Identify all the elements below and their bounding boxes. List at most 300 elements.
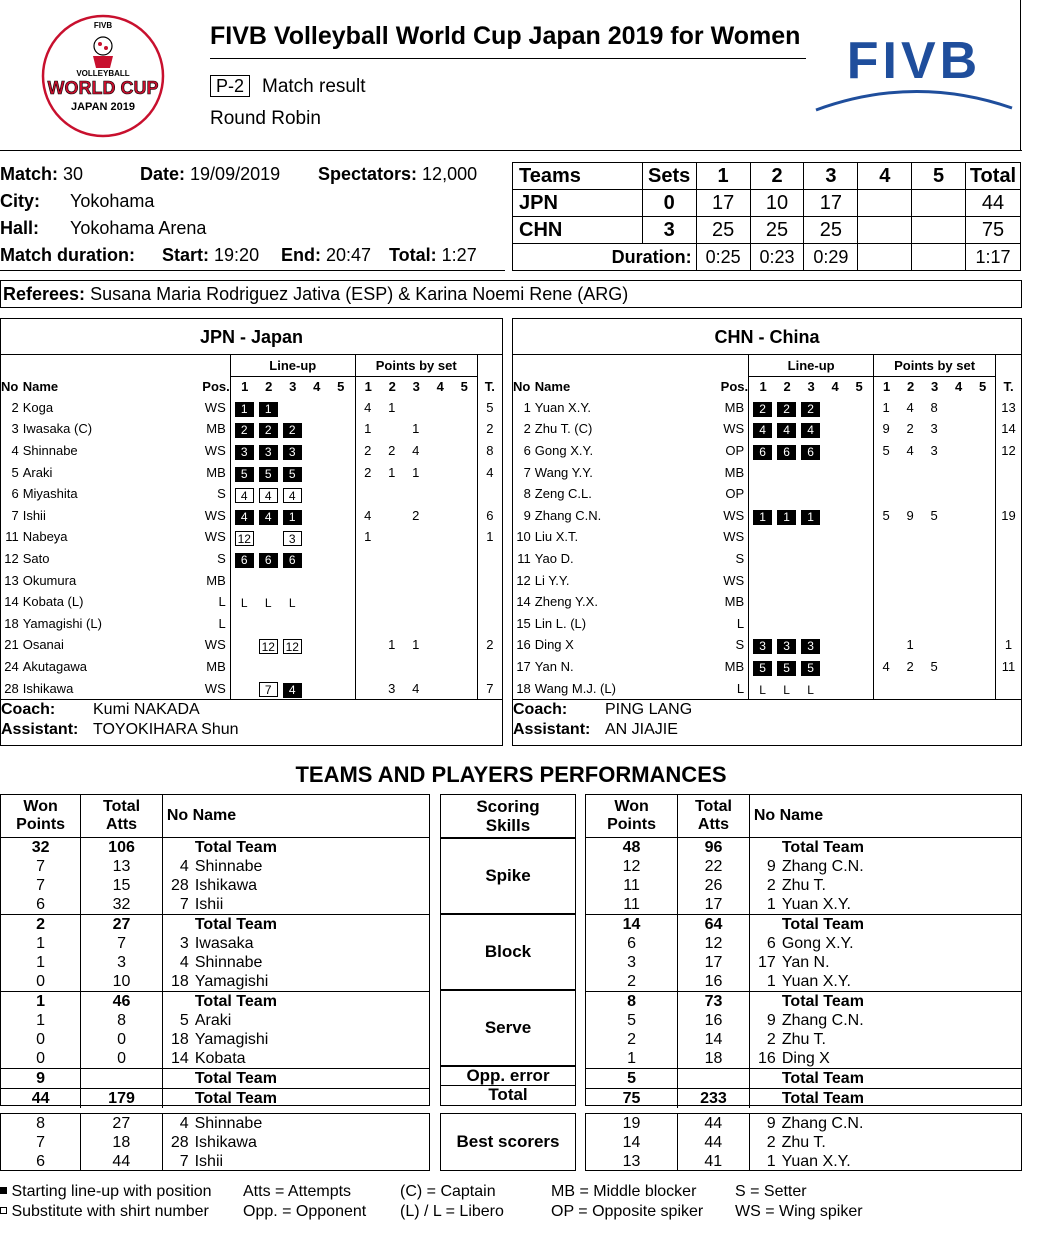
set-duration: 0:29 [804, 244, 858, 271]
lineup-position: 3 [283, 445, 302, 460]
player-number: 5 [11, 464, 19, 480]
player-number: 1 [766, 972, 776, 990]
roster-group-header-row [513, 355, 1021, 377]
won-points: 2 [627, 972, 637, 990]
info-divider [0, 270, 505, 271]
won-points: 32 [1, 837, 81, 857]
player-name: Osanai [22, 637, 64, 653]
total-atts-header [81, 795, 163, 837]
lineup-position: L [783, 682, 790, 697]
set-points: 1 [388, 399, 396, 415]
player-name: Koga [22, 399, 54, 415]
won-points: 6 [36, 1153, 45, 1170]
player-stat-row [586, 895, 1021, 915]
header-divider [0, 150, 1022, 151]
skill-label: Opp. error [440, 1066, 576, 1086]
total-attempts: 26 [678, 876, 750, 895]
set-points: 4 [906, 443, 914, 459]
player-number: 2 [766, 1030, 776, 1048]
lineup-position: 5 [801, 661, 820, 676]
lineup-position: 12 [235, 531, 254, 546]
player-number: 6 [523, 443, 531, 459]
set-points: 4 [882, 659, 890, 675]
player-name: Shinnabe [194, 857, 263, 875]
player-number: 11 [5, 529, 19, 545]
lineup-cells [749, 634, 874, 656]
performance-table-chn [585, 794, 1022, 1106]
set-duration: 0:25 [696, 244, 750, 271]
won-points: 14 [622, 1134, 641, 1151]
start-time: 19:20 [214, 245, 260, 265]
player-row [513, 461, 1021, 483]
player-position: WS [713, 526, 749, 548]
player-name: Zhang C.N. [781, 1011, 864, 1029]
player-stat-row [586, 876, 1021, 895]
assistant-line [1, 721, 502, 739]
player-total [477, 591, 502, 613]
assistant-name: AN JIAJIE [605, 720, 678, 738]
points-by-set [355, 397, 477, 419]
best-scorer-row [586, 1152, 1021, 1171]
player-name: Ishikawa [194, 1134, 257, 1151]
player-name: Lin L. (L) [534, 615, 587, 631]
lineup-position: 1 [753, 510, 772, 525]
player-name: Zhu T. [781, 876, 826, 894]
lineup-cells [749, 591, 874, 613]
lineup-position: 3 [753, 639, 772, 654]
won-points: 7 [36, 1134, 45, 1151]
points-by-set [874, 591, 996, 613]
lineup-cells [749, 505, 874, 527]
player-total: 4 [486, 464, 494, 480]
player-cell [749, 837, 1021, 857]
no-name-header: No Name [162, 795, 429, 837]
player-number: 15 [516, 615, 531, 631]
player-stat-row [1, 876, 429, 895]
player-number: 12 [4, 551, 19, 567]
player-position: OP [713, 440, 749, 462]
name-header: Name [534, 379, 571, 395]
won-points: 13 [622, 1153, 641, 1170]
performance-grid [1, 795, 429, 1108]
player-row [513, 677, 1021, 699]
set-points: 5 [882, 443, 890, 459]
set-points: 1 [388, 637, 396, 653]
lineup-position: 12 [283, 639, 302, 654]
total-attempts: 106 [81, 837, 163, 857]
player-stat-row [1, 1011, 429, 1030]
score-table [512, 162, 1021, 271]
points-by-set [874, 483, 996, 505]
fivb-logo [814, 34, 1014, 114]
player-name: Total Team [781, 1089, 864, 1107]
total-attempts [81, 1068, 163, 1088]
player-position: WS [195, 634, 230, 656]
won-points: 48 [586, 837, 678, 857]
doc-code-badge: P-2 [210, 75, 250, 97]
team-total-row [1, 1088, 429, 1108]
lineup-position: 3 [283, 531, 302, 546]
player-name: Araki [194, 1011, 232, 1029]
lineup-position: L [288, 596, 296, 611]
total-attempts: 64 [678, 914, 750, 934]
player-row [513, 591, 1021, 613]
player-position: MB [195, 461, 230, 483]
total-attempts [678, 1068, 750, 1088]
set-points: 4 [906, 399, 914, 415]
lineup-position: 2 [753, 402, 772, 417]
total-attempts: 41 [677, 1152, 749, 1171]
won-points: 2 [1, 914, 81, 934]
player-stat-row [1, 857, 429, 876]
player-name: Yamagishi [194, 1030, 269, 1048]
player-cell [162, 1133, 429, 1152]
won-points: 11 [623, 876, 640, 894]
player-cell [749, 857, 1021, 876]
set-points: 1 [412, 637, 420, 653]
sets-won: 0 [642, 190, 696, 217]
set-points: 2 [906, 659, 914, 675]
player-name: Kobata (L) [22, 594, 84, 610]
lineup-cells [749, 548, 874, 570]
lineup-position: L [264, 596, 272, 611]
legend-text: (L) / L = Libero [400, 1203, 504, 1220]
player-name: Zhu T. [781, 1134, 826, 1151]
start-label: Start: [162, 245, 210, 265]
coach-line [513, 699, 1021, 721]
set-number-header: 2 [906, 379, 915, 395]
player-name: Yan N. [781, 953, 830, 971]
total-attempts: 16 [678, 972, 750, 992]
duration-row [513, 244, 1021, 271]
roster-header-row [513, 377, 1021, 397]
lineup-cells [749, 613, 874, 635]
player-cell [162, 1088, 429, 1108]
player-total: 2 [486, 421, 494, 437]
player-stat-row [1, 895, 429, 915]
points-by-set [874, 505, 996, 527]
spectators-label: Spectators: [318, 164, 418, 184]
player-row [513, 505, 1021, 527]
points-by-set [355, 483, 477, 505]
lineup-position: 3 [259, 445, 278, 460]
roster-body [513, 355, 1021, 739]
player-name: Iwasaka [194, 934, 254, 952]
legend-text: Substitute with shirt number [11, 1203, 209, 1220]
set-number-header: 5 [460, 379, 468, 395]
won-points: 1 [36, 934, 46, 952]
best-scorers-grid [1, 1114, 429, 1171]
roster-title: CHN - China [513, 319, 1021, 355]
player-name: Total Team [781, 838, 864, 856]
score-header-total: Total [965, 163, 1020, 190]
score-header-row [513, 163, 1021, 190]
set-score [912, 190, 966, 217]
player-name: Gong X.Y. [781, 934, 854, 952]
end-line [281, 245, 371, 266]
player-total: 19 [1001, 507, 1016, 523]
referees-label: Referees: [3, 284, 86, 304]
player-cell [749, 1011, 1021, 1030]
player-row [1, 483, 502, 505]
city-value: Yokohama [70, 191, 155, 211]
set-number-header: 2 [388, 379, 396, 395]
player-number: 7 [523, 464, 531, 480]
coach-name: Kumi NAKADA [93, 700, 200, 718]
coach-label: Coach: [513, 700, 568, 718]
date-label: Date: [140, 164, 186, 184]
set-score [912, 217, 966, 244]
player-name: Zeng C.L. [534, 486, 592, 502]
player-number: 2 [766, 876, 776, 894]
header-line: Points [607, 815, 656, 833]
player-name: Total Team [194, 838, 277, 856]
score-row-chn [513, 217, 1021, 244]
lineup-position: 3 [235, 445, 254, 460]
player-name: Total Team [194, 992, 277, 1010]
lineup-position: L [240, 596, 248, 611]
lineup-position: 1 [283, 510, 302, 525]
legend-text: OP = Opposite spiker [551, 1203, 704, 1220]
player-name: Ishii [194, 1153, 224, 1170]
score-row-jpn [513, 190, 1021, 217]
total-attempts: 10 [81, 972, 163, 992]
player-cell [162, 876, 429, 895]
points-by-set [874, 569, 996, 591]
match-line [0, 164, 83, 185]
player-name: Ishii [22, 507, 46, 523]
player-position: L [195, 591, 230, 613]
points-set-headers [874, 377, 996, 397]
player-name: Ding X [781, 1049, 830, 1067]
assistant-label: Assistant: [1, 720, 79, 738]
legend-text: MB = Middle blocker [551, 1183, 697, 1200]
set-points: 1 [388, 464, 396, 480]
player-row [513, 440, 1021, 462]
won-points: 75 [586, 1088, 678, 1108]
player-position: MB [713, 397, 749, 419]
lineup-cells [230, 397, 355, 419]
legend-starting [0, 1183, 212, 1201]
player-stat-row [586, 953, 1021, 972]
won-points-header [586, 795, 678, 837]
set-number-header: 4 [436, 379, 444, 395]
player-number: 17 [758, 953, 776, 971]
header-line: Atts [105, 815, 138, 833]
team-code: JPN [513, 190, 643, 217]
total-header: T. [484, 379, 495, 395]
player-number: 16 [516, 637, 531, 653]
points-by-set [874, 656, 996, 678]
lineup-position: 4 [283, 488, 302, 503]
header-line: Won [614, 797, 649, 815]
hall-value: Yokohama Arena [70, 218, 207, 238]
player-position: WS [195, 397, 230, 419]
player-position: L [195, 613, 230, 635]
player-cell [162, 1068, 429, 1088]
total-attempts: 22 [678, 857, 750, 876]
points-by-set [355, 548, 477, 570]
player-position: L [713, 613, 749, 635]
player-stat-row [586, 857, 1021, 876]
competition-phase: Round Robin [210, 108, 321, 129]
skill-label: Serve [440, 990, 576, 1066]
lineup-cells [230, 483, 355, 505]
points-by-set [874, 461, 996, 483]
player-name: Yuan X.Y. [781, 1153, 851, 1170]
player-cell [162, 857, 429, 876]
player-cell [749, 934, 1021, 953]
set-duration [858, 244, 912, 271]
roster-jpn [0, 318, 503, 746]
total-attempts: 15 [81, 876, 163, 895]
lineup-cells [749, 461, 874, 483]
player-cell [162, 837, 429, 857]
lineup-position: 4 [235, 510, 254, 525]
total-points: 44 [965, 190, 1020, 217]
page-title: FIVB Volleyball World Cup Japan 2019 for Women [210, 22, 801, 50]
header-line: Total [694, 797, 732, 815]
total-line [389, 245, 477, 266]
set-points: 2 [364, 443, 372, 459]
legend-text: (C) = Captain [400, 1183, 496, 1200]
player-position: S [195, 483, 230, 505]
roster-table [513, 355, 1021, 699]
points-by-set [874, 634, 996, 656]
total-attempts: 17 [678, 953, 750, 972]
logo-line1: VOLLEYBALL [76, 69, 130, 78]
total-attempts: 17 [678, 895, 750, 915]
team-total-row [1, 914, 429, 934]
points-set-headers [355, 377, 477, 397]
set-points: 4 [412, 443, 420, 459]
total-attempts: 8 [81, 1011, 163, 1030]
legend-text: WS = Wing spiker [735, 1203, 863, 1220]
won-points: 1 [1, 991, 81, 1011]
player-number: 28 [170, 1134, 189, 1151]
lineup-position: 1 [801, 510, 820, 525]
player-number: 14 [171, 1049, 189, 1067]
won-points: 7 [36, 857, 46, 875]
coach-name: PING LANG [605, 700, 693, 718]
world-cup-logo [38, 14, 168, 138]
spectators-line [318, 164, 477, 185]
player-cell [749, 895, 1021, 915]
player-number: 14 [516, 594, 531, 610]
player-stat-row [1, 1049, 429, 1069]
set-points: 4 [412, 680, 420, 696]
no-header: No [513, 379, 531, 395]
lineup-set-headers [749, 377, 874, 397]
roster-group-header-row [1, 355, 502, 377]
player-number: 18 [516, 680, 531, 696]
best-scorer-row [586, 1133, 1021, 1152]
score-header-set5: 5 [912, 163, 966, 190]
performance-title: TEAMS AND PLAYERS PERFORMANCES [295, 762, 727, 787]
player-row [1, 613, 502, 635]
lineup-cells [749, 397, 874, 419]
player-total: 1 [486, 529, 494, 545]
player-name: Liu X.T. [534, 529, 579, 545]
won-points: 5 [627, 1011, 637, 1029]
set-duration-label: Duration: [513, 244, 697, 271]
player-number: 4 [179, 857, 189, 875]
lineup-position: 6 [283, 553, 302, 568]
player-number: 8 [523, 486, 531, 502]
set-points: 1 [882, 399, 890, 415]
lineup-position: 2 [801, 402, 820, 417]
fivb-logo-text: FIVB [846, 34, 982, 90]
set-number-header: 5 [337, 379, 345, 395]
lineup-cells [749, 483, 874, 505]
lineup-position: 1 [235, 402, 254, 417]
player-name: Iwasaka (C) [22, 421, 93, 437]
total-duration: 1:17 [965, 244, 1020, 271]
points-by-set [355, 418, 477, 440]
player-name: Zhang C.N. [781, 857, 864, 875]
player-number: 10 [516, 529, 531, 545]
total-attempts: 73 [678, 991, 750, 1011]
player-cell [749, 876, 1021, 895]
player-cell [162, 1049, 429, 1069]
player-position: S [195, 548, 230, 570]
points-by-set [355, 440, 477, 462]
player-number: 18 [171, 972, 189, 990]
total-attempts: 12 [678, 934, 750, 953]
player-total [996, 613, 1021, 635]
points-by-set [355, 526, 477, 548]
lineup-position: 12 [259, 639, 278, 654]
player-name: Shinnabe [194, 953, 263, 971]
player-name: Shinnabe [22, 443, 78, 459]
lineup-header: Line-up [749, 355, 874, 377]
player-number: 3 [11, 421, 19, 437]
player-name: Zhang C.N. [781, 1115, 864, 1132]
best-scorer-row [1, 1152, 429, 1171]
player-position: MB [195, 569, 230, 591]
player-total [996, 483, 1021, 505]
header-line: Total [103, 797, 141, 815]
lineup-cells [230, 526, 355, 548]
player-cell [749, 914, 1021, 934]
player-number: 14 [4, 594, 19, 610]
set-number-header: 3 [289, 379, 297, 395]
set-score: 10 [750, 190, 804, 217]
points-by-set [355, 677, 477, 699]
lineup-position: 4 [753, 423, 772, 438]
total-attempts: 0 [81, 1049, 163, 1069]
player-total [996, 569, 1021, 591]
set-number-header: 4 [954, 379, 963, 395]
lineup-position: 5 [777, 661, 796, 676]
player-row [1, 569, 502, 591]
player-name: Gong X.Y. [534, 443, 594, 459]
player-cell [162, 934, 429, 953]
player-name: Total Team [781, 992, 864, 1010]
player-stat-row [586, 1011, 1021, 1030]
player-number: 5 [179, 1011, 189, 1029]
legend-text: Atts = Attempts [243, 1183, 352, 1200]
team-total-row [586, 1088, 1021, 1108]
player-total [477, 483, 502, 505]
set-points: 1 [412, 421, 420, 437]
score-header-teams: Teams [513, 163, 643, 190]
points-by-set [355, 569, 477, 591]
lineup-position: 4 [259, 488, 278, 503]
total-attempts: 0 [81, 1030, 163, 1049]
player-name: Araki [22, 464, 53, 480]
title-underline [210, 58, 806, 59]
